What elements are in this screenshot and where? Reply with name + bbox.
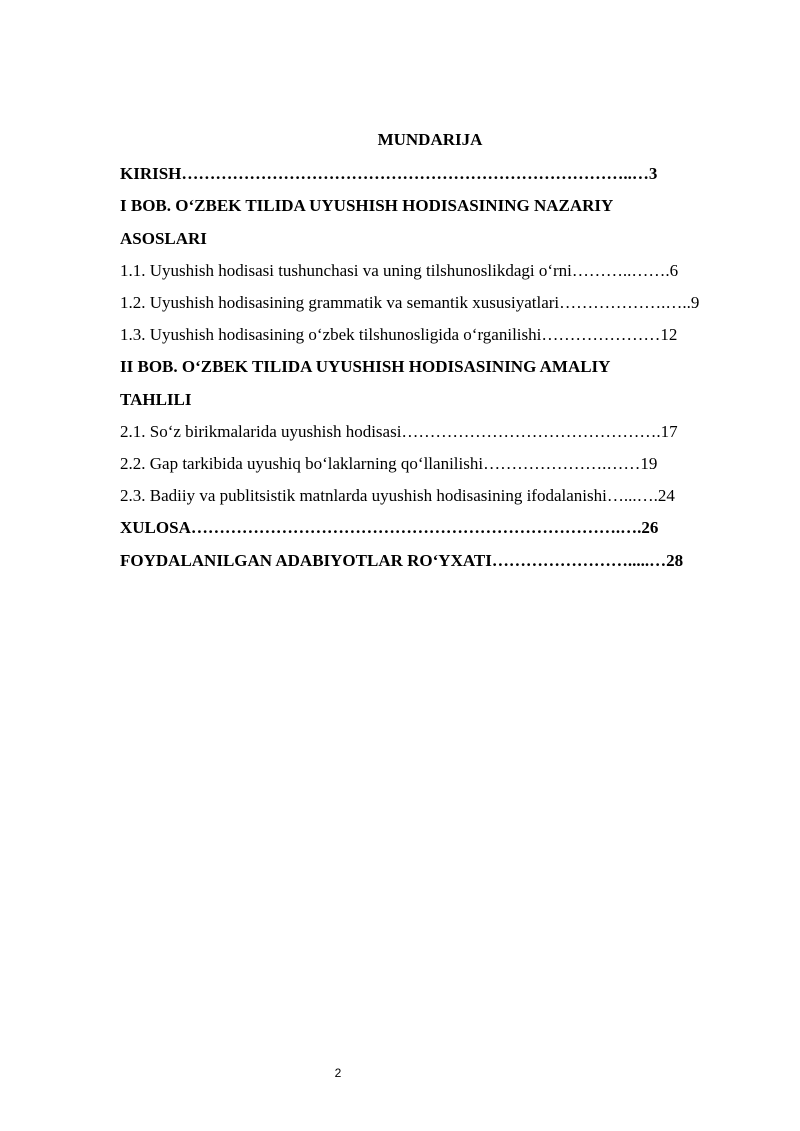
toc-entry-1-2: 1.2. Uyushish hodisasining grammatik va semantik xususiyatlari……………….…..9	[120, 293, 700, 312]
toc-entry-2-1: 2.1. So‘z birikmalarida uyushish hodisasi……………………………………….17	[120, 422, 678, 441]
toc-entry-kirish: KIRISH……………………………………………………………………..…3	[120, 164, 658, 183]
toc-heading-chapter-2-line-2: TAHLILI	[120, 390, 192, 409]
toc-entry-xulosa: XULOSA………………………………………………………………….….26	[120, 518, 659, 537]
toc-heading-chapter-2-line-1: II BOB. O‘ZBEK TILIDA UYUSHISH HODISASINING AMALIY	[120, 357, 611, 376]
toc-entry-2-3: 2.3. Badiiy va publitsistik matnlarda uyushish hodisasining ifodalanishi…...….24	[120, 486, 675, 505]
toc-entry-1-3: 1.3. Uyushish hodisasining o‘zbek tilshunosligida o‘rganilishi…………………12	[120, 325, 678, 344]
toc-heading-chapter-1-line-1: I BOB. O‘ZBEK TILIDA UYUSHISH HODISASINING NAZARIY	[120, 196, 614, 215]
toc-entry-bibliography: FOYDALANILGAN ADABIYOTLAR RO‘YXATI…………………….....…28	[120, 551, 684, 570]
page-number: 2	[334, 1066, 342, 1080]
toc-entry-1-1: 1.1. Uyushish hodisasi tushunchasi va uning tilshunoslikdagi o‘rni………..…….6	[120, 261, 679, 280]
toc-entry-2-2: 2.2. Gap tarkibida uyushiq bo‘laklarning qo‘llanilishi………………….……19	[120, 454, 658, 473]
toc-heading-chapter-1-line-2: ASOSLARI	[120, 229, 207, 248]
page-title: MUNDARIJA	[377, 130, 483, 149]
